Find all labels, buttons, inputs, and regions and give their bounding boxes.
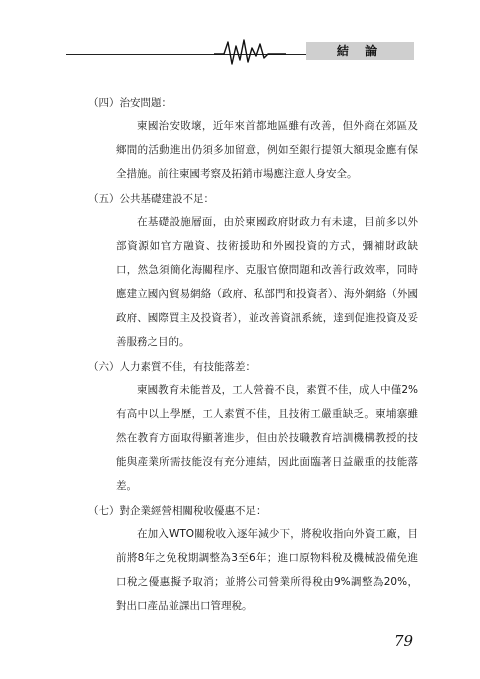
section-heading: （五）公共基礎建設不足： [88,193,214,205]
section-heading: （七）對企業經營相關稅收優惠不足： [88,505,267,517]
document-body [88,92,418,620]
section-workforce [88,356,418,498]
section-paragraph: 在基礎設施層面，由於柬國政府財政力有未逮，目前多以外部資源如官方融資、技術援助和外國投資的方式，彌補財政缺口，然急須簡化海關程序、克服官僚問題和改善行政效率，同時應建立國內貿易網絡（政府、私部門和投資者）、海外網絡（外國政府、國際買主及投資者），並改善資訊系統，達到促進投資及妥善服務之目的。 [116,216,418,348]
heartbeat-line-icon [214,38,286,66]
section-paragraph: 在加入WTO關稅收入逐年減少下，將稅收指向外資工廠，目前將8年之免稅期調整為3至6年；進口原物料稅及機械設備免進口稅之優惠擬予取消；並將公司營業所得稅由9%調整為20%，對出口產品並課出口管理稅。 [116,528,418,612]
section-security [88,92,418,186]
page-number: 79 [394,632,414,650]
section-paragraph: 柬國教育未能普及，工人營養不良，素質不佳，成人中僅2%有高中以上學歷，工人素質不佳，且技術工嚴重缺乏。柬埔寨雖然在教育方面取得顯著進步，但由於技職教育培訓機構教授的技能與產業所需技能沒有充分連結，因此面臨著日益嚴重的技能落差。 [116,384,418,492]
section-heading: （六）人力素質不佳，有技能落差： [88,361,256,373]
section-heading: （四）治安問題： [88,97,172,109]
section-tax-incentives [88,500,418,618]
section-paragraph: 柬國治安敗壞，近年來首都地區雖有改善，但外商在郊區及鄉間的活動進出仍須多加留意，例如至銀行提領大額現金應有保全措施。前往柬國考察及拓銷市場應注意人身安全。 [116,120,418,180]
chapter-label: 結 論 [306,42,414,60]
section-infrastructure [88,188,418,354]
